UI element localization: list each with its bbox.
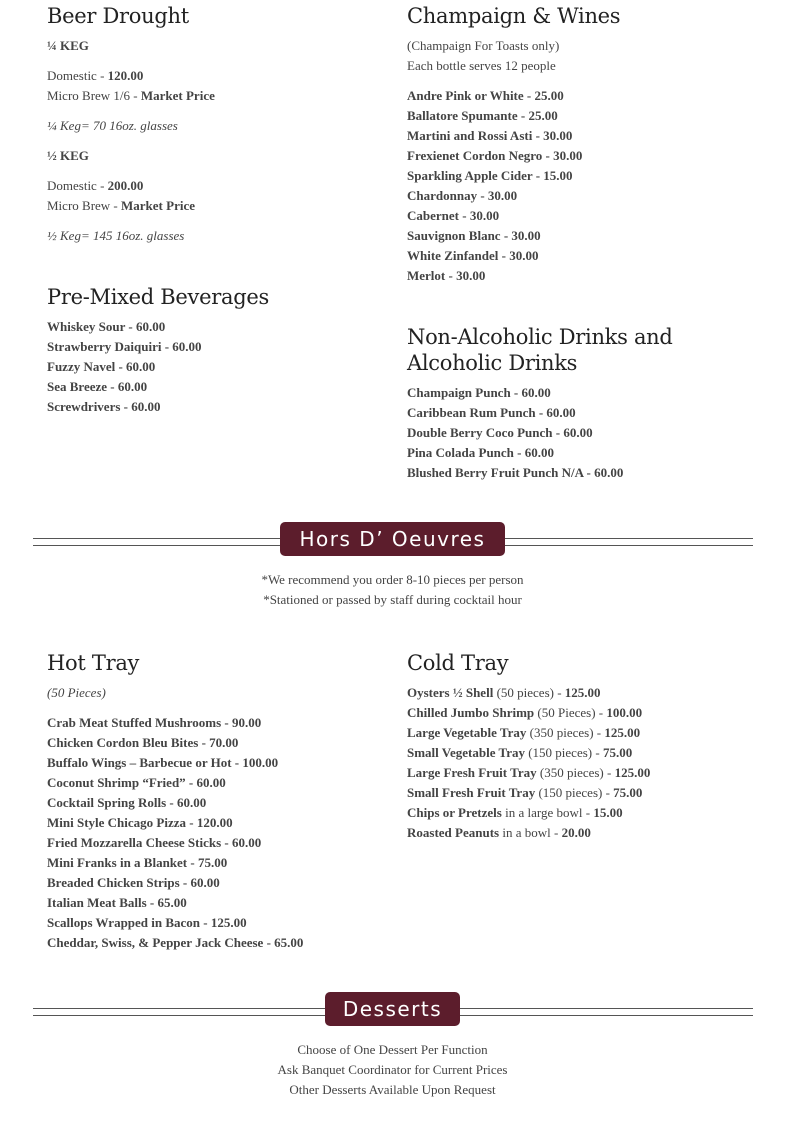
hot-tray-subtitle: (50 Pieces) [47,685,106,700]
hors-banner: Hors D’ Oeuvres [280,522,505,556]
champagne-section [407,3,747,286]
hot-tray-title: Hot Tray [47,651,140,675]
list-item: Merlot - 30.00 [407,268,486,283]
list-item: Caribbean Rum Punch - 60.00 [407,405,576,420]
list-item: Double Berry Coco Punch - 60.00 [407,425,593,440]
list-item: Crab Meat Stuffed Mushrooms - 90.00 [47,715,262,730]
half-keg-domestic: Domestic - 200.00 [47,178,144,193]
list-item: Large Fresh Fruit Tray (350 pieces) - 125.00 [407,765,651,780]
desserts-note: Choose of One Dessert Per Function [297,1042,488,1057]
list-item: Ballatore Spumante - 25.00 [407,108,558,123]
list-item: Andre Pink or White - 25.00 [407,88,564,103]
list-item: Large Vegetable Tray (350 pieces) - 125.00 [407,725,641,740]
list-item: Cabernet - 30.00 [407,208,500,223]
champagne-title: Champaign & Wines [407,4,621,28]
premixed-section [47,284,387,417]
list-item: White Zinfandel - 30.00 [407,248,539,263]
list-item: Chilled Jumbo Shrimp (50 Pieces) - 100.00 [407,705,643,720]
half-keg-note: ½ Keg= 145 16oz. glasses [47,228,185,243]
desserts-note: Other Desserts Available Upon Request [289,1082,496,1097]
list-item: Fried Mozzarella Cheese Sticks - 60.00 [47,835,262,850]
quarter-keg-note: ¼ Keg= 70 16oz. glasses [47,118,178,133]
list-item: Roasted Peanuts in a bowl - 20.00 [407,825,591,840]
quarter-keg-domestic: Domestic - 120.00 [47,68,144,83]
desserts-banner: Desserts [325,992,460,1026]
hors-notes [0,570,785,610]
list-item: Sparkling Apple Cider - 15.00 [407,168,573,183]
list-item: Pina Colada Punch - 60.00 [407,445,554,460]
hot-tray-section [47,650,387,953]
list-item: Coconut Shrimp “Fried” - 60.00 [47,775,226,790]
list-item: Fuzzy Navel - 60.00 [47,359,156,374]
list-item: Strawberry Daiquiri - 60.00 [47,339,202,354]
list-item: Buffalo Wings – Barbecue or Hot - 100.00 [47,755,279,770]
premixed-title: Pre-Mixed Beverages [47,285,269,309]
list-item: Small Vegetable Tray (150 pieces) - 75.00 [407,745,633,760]
list-item: Frexienet Cordon Negro - 30.00 [407,148,583,163]
list-item: Champaign Punch - 60.00 [407,385,551,400]
list-item: Chips or Pretzels in a large bowl - 15.00 [407,805,623,820]
list-item: Breaded Chicken Strips - 60.00 [47,875,220,890]
cold-tray-title: Cold Tray [407,651,509,675]
quarter-keg-heading: ¼ KEG [47,38,89,53]
list-item: Oysters ½ Shell (50 pieces) - 125.00 [407,685,601,700]
quarter-keg-micro: Micro Brew 1/6 - Market Price [47,88,215,103]
list-item: Mini Style Chicago Pizza - 120.00 [47,815,233,830]
list-item: Italian Meat Balls - 65.00 [47,895,187,910]
nonalc-section [407,324,747,483]
desserts-note: Ask Banquet Coordinator for Current Prices [277,1062,508,1077]
list-item: Cocktail Spring Rolls - 60.00 [47,795,207,810]
nonalc-title: Non-Alcoholic Drinks and Alcoholic Drinks [407,325,673,375]
list-item: Cheddar, Swiss, & Pepper Jack Cheese - 65.00 [47,935,304,950]
list-item: Screwdrivers - 60.00 [47,399,161,414]
hors-note: *We recommend you order 8-10 pieces per person [261,572,524,587]
list-item: Sauvignon Blanc - 30.00 [407,228,541,243]
list-item: Chardonnay - 30.00 [407,188,518,203]
list-item: Sea Breeze - 60.00 [47,379,148,394]
champagne-note: Each bottle serves 12 people [407,58,556,73]
beer-section [47,3,387,246]
half-keg-heading: ½ KEG [47,148,89,163]
list-item: Martini and Rossi Asti - 30.00 [407,128,573,143]
list-item: Scallops Wrapped in Bacon - 125.00 [47,915,247,930]
hors-note: *Stationed or passed by staff during cocktail hour [263,592,522,607]
list-item: Small Fresh Fruit Tray (150 pieces) - 75.00 [407,785,643,800]
champagne-note: (Champaign For Toasts only) [407,38,560,53]
beer-title: Beer Drought [47,4,189,28]
desserts-notes [0,1040,785,1100]
cold-tray-section [407,650,747,843]
half-keg-micro: Micro Brew - Market Price [47,198,195,213]
list-item: Mini Franks in a Blanket - 75.00 [47,855,228,870]
list-item: Whiskey Sour - 60.00 [47,319,166,334]
list-item: Blushed Berry Fruit Punch N/A - 60.00 [407,465,624,480]
list-item: Chicken Cordon Bleu Bites - 70.00 [47,735,239,750]
